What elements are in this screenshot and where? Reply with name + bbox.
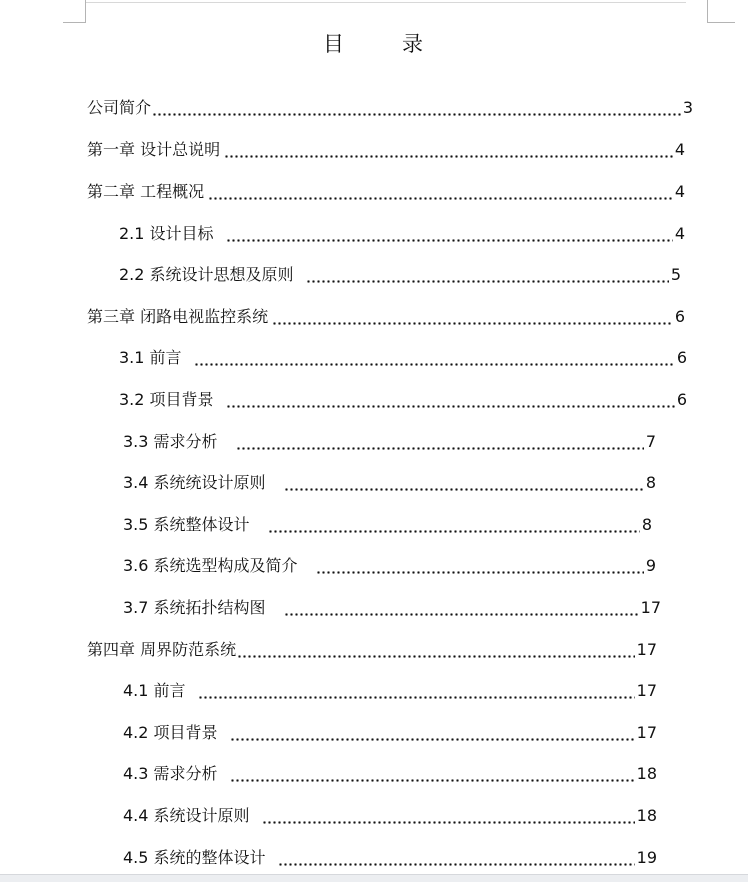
toc-entry[interactable]: [123, 592, 661, 618]
toc-entry-label: 3.4 系统统设计原则: [123, 473, 266, 492]
toc-entry-page: 3: [682, 98, 693, 117]
crop-mark-top-left-v: [85, 0, 86, 22]
toc-entry[interactable]: [119, 218, 685, 244]
toc-entry-page: 17: [636, 640, 657, 659]
toc-entry-label: 4.1 前言: [123, 681, 186, 700]
toc-entry[interactable]: [123, 842, 657, 868]
page-title: [0, 28, 748, 58]
toc-entry[interactable]: [87, 176, 685, 202]
toc-dot-leader: [284, 598, 639, 618]
toc-entry[interactable]: [87, 92, 693, 118]
toc-entry-label: 公司简介: [87, 98, 152, 117]
toc-entry-page: 9: [645, 556, 656, 575]
toc-entry-label: 4.2 项目背景: [123, 723, 218, 742]
toc-entry-label: 第三章 闭路电视监控系统: [87, 307, 269, 326]
toc-entry-page: 18: [636, 806, 657, 825]
toc-entry-label: 2.1 设计目标: [119, 224, 214, 243]
toc-entry-label: 第一章 设计总说明: [87, 140, 221, 159]
toc-entry-label: 3.6 系统选型构成及简介: [123, 556, 298, 575]
toc-entry-label: 第二章 工程概况: [87, 182, 205, 201]
crop-mark-top-right-v: [707, 0, 708, 22]
toc-entry[interactable]: [119, 259, 681, 285]
toc-entry-label: 2.2 系统设计思想及原则: [119, 265, 294, 284]
toc-dot-leader: [272, 307, 673, 327]
toc-dot-leader: [230, 723, 635, 743]
toc-entry[interactable]: [123, 758, 657, 784]
toc-entry-label: 4.4 系统设计原则: [123, 806, 250, 825]
toc-entry-page: 6: [674, 307, 685, 326]
toc-entry-label: 3.1 前言: [119, 348, 182, 367]
toc-entry[interactable]: [87, 634, 657, 660]
toc-dot-leader: [198, 681, 635, 701]
toc-entry-label: 3.3 需求分析: [123, 432, 218, 451]
toc-dot-leader: [306, 265, 669, 285]
toc-entry-label: 4.3 需求分析: [123, 764, 218, 783]
toc-entry[interactable]: [123, 509, 652, 535]
toc-entry-page: 4: [674, 140, 685, 159]
toc-entry[interactable]: [119, 342, 687, 368]
toc-entry-page: 17: [636, 723, 657, 742]
toc-dot-leader: [284, 473, 644, 493]
toc-dot-leader: [316, 556, 644, 576]
toc-dot-leader: [152, 98, 681, 118]
toc-entry[interactable]: [87, 301, 685, 327]
toc-dot-leader: [278, 848, 635, 868]
toc-entry-page: 8: [641, 515, 652, 534]
toc-entry[interactable]: [123, 426, 656, 452]
toc-dot-leader: [194, 348, 675, 368]
toc-dot-leader: [226, 390, 675, 410]
toc-entry-page: 17: [640, 598, 661, 617]
toc-entry-label: 3.2 项目背景: [119, 390, 214, 409]
toc-entry-label: 4.5 系统的整体设计: [123, 848, 266, 867]
toc-entry-label: 3.7 系统拓扑结构图: [123, 598, 266, 617]
toc-entry-page: 4: [674, 182, 685, 201]
toc-entry-label: 3.5 系统整体设计: [123, 515, 250, 534]
toc-entry[interactable]: [119, 384, 687, 410]
toc-dot-leader: [230, 764, 635, 784]
toc-entry-label: 第四章 周界防范系统: [87, 640, 237, 659]
toc-dot-leader: [208, 182, 673, 202]
toc-entry-page: 7: [645, 432, 656, 451]
title-char-2: 录: [402, 32, 425, 56]
toc-entry-page: 5: [670, 265, 681, 284]
toc-entry-page: 17: [636, 681, 657, 700]
page-top-edge: [86, 2, 686, 3]
crop-mark-top-left-h: [63, 22, 86, 23]
toc-entry-page: 19: [636, 848, 657, 867]
toc-dot-leader: [268, 515, 640, 535]
toc-entry[interactable]: [123, 467, 656, 493]
toc-entry[interactable]: [123, 550, 656, 576]
toc-entry-page: 6: [676, 348, 687, 367]
toc-dot-leader: [236, 432, 644, 452]
toc-entry-page: 18: [636, 764, 657, 783]
toc-dot-leader: [226, 224, 673, 244]
toc-entry-page: 6: [676, 390, 687, 409]
toc-dot-leader: [237, 640, 635, 660]
toc-entry-page: 8: [645, 473, 656, 492]
toc-dot-leader: [224, 140, 673, 160]
toc-entry[interactable]: [123, 800, 657, 826]
toc-entry-page: 4: [674, 224, 685, 243]
toc-dot-leader: [262, 806, 635, 826]
title-char-1: 目: [323, 32, 346, 56]
toc-entry[interactable]: [87, 134, 685, 160]
toc-entry[interactable]: [123, 717, 657, 743]
crop-mark-top-right-h: [707, 22, 735, 23]
toc-entry[interactable]: [123, 675, 657, 701]
